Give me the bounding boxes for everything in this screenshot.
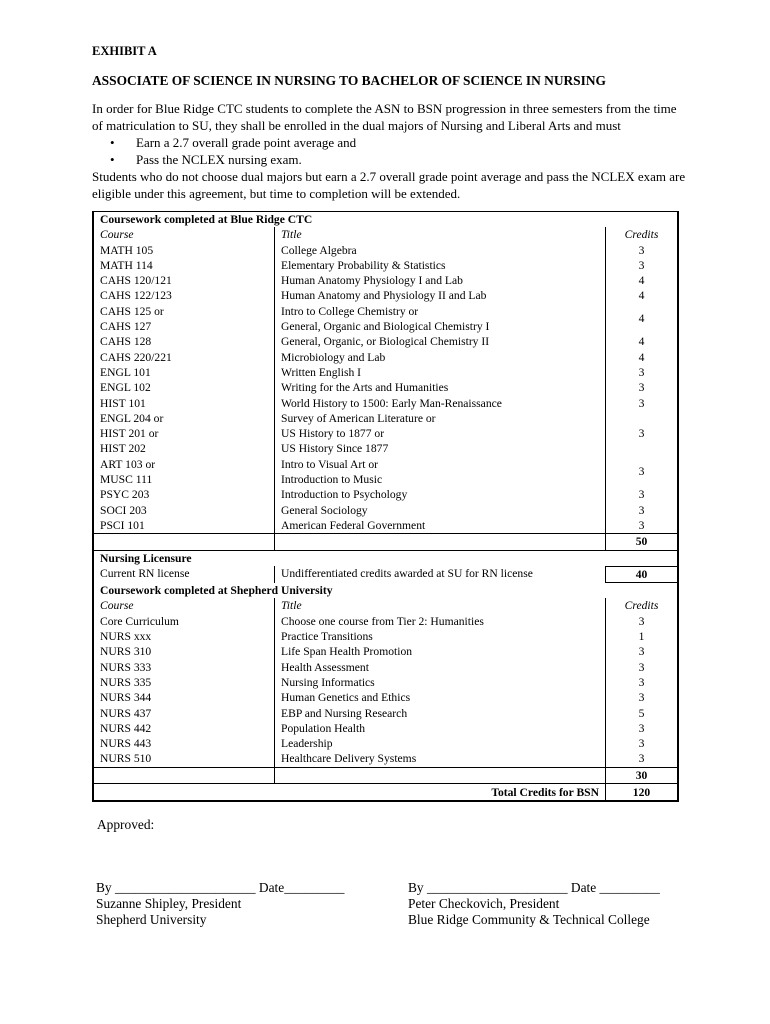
course-credits: 5 bbox=[638, 706, 645, 720]
course-code: CAHS 120/121 bbox=[93, 273, 275, 288]
course-title: Human Anatomy Physiology I and Lab bbox=[275, 273, 606, 288]
section-heading-blue-ridge bbox=[93, 212, 678, 228]
table-row bbox=[93, 334, 678, 349]
table-row bbox=[93, 518, 678, 534]
course-title: World History to 1500: Early Man-Renaissance bbox=[275, 396, 606, 411]
course-title bbox=[275, 457, 606, 488]
table-row bbox=[93, 487, 678, 502]
signer-name: Suzanne Shipley, President bbox=[96, 896, 242, 911]
course-credits: 3 bbox=[638, 427, 645, 441]
table-row bbox=[93, 365, 678, 380]
course-code: SOCI 203 bbox=[93, 503, 275, 518]
table-row bbox=[93, 350, 678, 365]
course-title-line: Intro to College Chemistry or bbox=[281, 304, 419, 318]
course-credits: 40 bbox=[606, 566, 679, 582]
course-code: CAHS 122/123 bbox=[93, 288, 275, 303]
table-row bbox=[93, 258, 678, 273]
course-code: NURS 442 bbox=[93, 721, 275, 736]
subtotal-row bbox=[93, 767, 678, 783]
course-title: American Federal Government bbox=[275, 518, 606, 534]
requirements-list bbox=[92, 134, 687, 168]
signature-block-blue-ridge bbox=[408, 880, 660, 928]
table-row bbox=[93, 243, 678, 258]
column-header-row bbox=[93, 227, 678, 242]
table-row bbox=[93, 503, 678, 518]
signer-organization: Blue Ridge Community & Technical College bbox=[408, 912, 650, 927]
course-credits: 4 bbox=[638, 289, 645, 303]
course-code: NURS 443 bbox=[93, 736, 275, 751]
course-code-line: MUSC 111 bbox=[100, 473, 153, 487]
course-title: Health Assessment bbox=[275, 660, 606, 675]
course-credits: 3 bbox=[638, 396, 645, 410]
course-credits: 3 bbox=[638, 752, 645, 766]
table-row bbox=[93, 380, 678, 395]
course-code: Current RN license bbox=[93, 566, 275, 582]
course-title: Human Anatomy and Physiology II and Lab bbox=[275, 288, 606, 303]
course-credits: 3 bbox=[638, 258, 645, 272]
course-code: NURS 335 bbox=[93, 675, 275, 690]
course-code: PSYC 203 bbox=[93, 487, 275, 502]
course-title-line: US History to 1877 or bbox=[281, 427, 385, 441]
subtotal-row bbox=[93, 534, 678, 550]
course-credits: 4 bbox=[638, 350, 645, 364]
requirement-text: Pass the NCLEX nursing exam. bbox=[136, 152, 302, 167]
column-header-credits: Credits bbox=[624, 228, 659, 242]
table-row bbox=[93, 457, 678, 488]
total-credits: 120 bbox=[606, 783, 679, 801]
course-title: Undifferentiated credits awarded at SU for RN license bbox=[275, 566, 606, 582]
course-credits: 3 bbox=[638, 675, 645, 689]
empty-cell bbox=[275, 534, 606, 550]
course-code: CAHS 128 bbox=[93, 334, 275, 349]
exhibit-label: EXHIBIT A bbox=[92, 44, 157, 58]
bullet-icon: • bbox=[110, 152, 115, 167]
coursework-table bbox=[92, 211, 679, 802]
empty-cell bbox=[275, 767, 606, 783]
signature-line: By _____________________ Date_________ bbox=[96, 880, 345, 895]
course-title-line: Intro to Visual Art or bbox=[281, 457, 378, 471]
course-title: Choose one course from Tier 2: Humanities bbox=[275, 614, 606, 629]
total-row bbox=[93, 783, 678, 801]
column-header-course: Course bbox=[93, 598, 275, 613]
course-title: Writing for the Arts and Humanities bbox=[275, 380, 606, 395]
subtotal-credits: 30 bbox=[606, 767, 679, 783]
column-header-row bbox=[93, 598, 678, 613]
course-title: General, Organic, or Biological Chemistry II bbox=[275, 334, 606, 349]
section-heading-shepherd bbox=[93, 583, 678, 599]
course-code: Core Curriculum bbox=[93, 614, 275, 629]
course-title: EBP and Nursing Research bbox=[275, 706, 606, 721]
signer-organization: Shepherd University bbox=[96, 912, 207, 927]
course-title: Nursing Informatics bbox=[275, 675, 606, 690]
subtotal-credits: 50 bbox=[606, 534, 679, 550]
course-credits: 4 bbox=[638, 274, 645, 288]
bullet-icon: • bbox=[110, 135, 115, 150]
requirement-text: Earn a 2.7 overall grade point average and bbox=[136, 135, 357, 150]
table-row bbox=[93, 304, 678, 335]
course-title-line: US History Since 1877 bbox=[281, 442, 389, 456]
course-code bbox=[93, 457, 275, 488]
course-credits: 3 bbox=[638, 660, 645, 674]
course-title: Population Health bbox=[275, 721, 606, 736]
approved-label: Approved: bbox=[97, 817, 155, 832]
table-row bbox=[93, 629, 678, 644]
empty-cell bbox=[93, 767, 275, 783]
course-title: General Sociology bbox=[275, 503, 606, 518]
table-row bbox=[93, 644, 678, 659]
course-code: NURS 510 bbox=[93, 751, 275, 767]
course-code: PSCI 101 bbox=[93, 518, 275, 534]
course-code: NURS xxx bbox=[93, 629, 275, 644]
column-header-course: Course bbox=[93, 227, 275, 242]
course-code-line: CAHS 125 or bbox=[100, 304, 164, 318]
course-title: College Algebra bbox=[275, 243, 606, 258]
table-row bbox=[93, 675, 678, 690]
course-credits: 4 bbox=[638, 312, 645, 326]
course-code: NURS 437 bbox=[93, 706, 275, 721]
course-title: Leadership bbox=[275, 736, 606, 751]
signer-name: Peter Checkovich, President bbox=[408, 896, 560, 911]
course-code-line: ART 103 or bbox=[100, 457, 156, 471]
course-code: NURS 310 bbox=[93, 644, 275, 659]
table-row bbox=[93, 273, 678, 288]
table-row bbox=[93, 706, 678, 721]
course-title-line: Introduction to Music bbox=[281, 473, 383, 487]
course-credits: 3 bbox=[638, 645, 645, 659]
course-code: ENGL 102 bbox=[93, 380, 275, 395]
course-title: Practice Transitions bbox=[275, 629, 606, 644]
course-title bbox=[275, 411, 606, 457]
course-credits: 4 bbox=[638, 335, 645, 349]
course-title bbox=[275, 304, 606, 335]
course-code: NURS 344 bbox=[93, 690, 275, 705]
intro-text bbox=[92, 100, 687, 202]
course-credits: 3 bbox=[638, 737, 645, 751]
course-title: Life Span Health Promotion bbox=[275, 644, 606, 659]
section-heading-nursing-licensure bbox=[93, 550, 678, 566]
table-row bbox=[93, 751, 678, 767]
requirement-item bbox=[110, 134, 687, 151]
section-heading-shepherd-text: Coursework completed at Shepherd University bbox=[100, 584, 333, 598]
course-title: Elementary Probability & Statistics bbox=[275, 258, 606, 273]
course-title-line: Survey of American Literature or bbox=[281, 411, 436, 425]
course-credits: 3 bbox=[638, 365, 645, 379]
course-title: Introduction to Psychology bbox=[275, 487, 606, 502]
course-title: Healthcare Delivery Systems bbox=[275, 751, 606, 767]
intro-paragraph-2: Students who do not choose dual majors but earn a 2.7 overall grade point average and pass the NCLEX exam are eligible under this agreement, but time to completion will be extended. bbox=[92, 169, 686, 201]
course-code bbox=[93, 304, 275, 335]
table-row bbox=[93, 396, 678, 411]
course-credits: 3 bbox=[638, 243, 645, 257]
document-title: ASSOCIATE OF SCIENCE IN NURSING TO BACHELOR OF SCIENCE IN NURSING bbox=[92, 73, 606, 88]
course-credits: 3 bbox=[638, 721, 645, 735]
course-credits: 3 bbox=[638, 691, 645, 705]
table-row bbox=[93, 736, 678, 751]
table-row bbox=[93, 566, 678, 582]
course-title-line: General, Organic and Biological Chemistry I bbox=[281, 320, 490, 334]
course-code: HIST 101 bbox=[93, 396, 275, 411]
column-header-credits: Credits bbox=[624, 599, 659, 613]
table-row bbox=[93, 660, 678, 675]
course-title: Human Genetics and Ethics bbox=[275, 690, 606, 705]
course-credits: 1 bbox=[638, 630, 645, 644]
course-code: CAHS 220/221 bbox=[93, 350, 275, 365]
course-code: NURS 333 bbox=[93, 660, 275, 675]
total-label: Total Credits for BSN bbox=[93, 783, 606, 801]
requirement-item bbox=[110, 151, 687, 168]
table-row bbox=[93, 614, 678, 629]
course-title: Microbiology and Lab bbox=[275, 350, 606, 365]
course-code-line: ENGL 204 or bbox=[100, 411, 164, 425]
course-code: MATH 105 bbox=[93, 243, 275, 258]
table-row bbox=[93, 288, 678, 303]
course-credits: 3 bbox=[638, 381, 645, 395]
section-heading-blue-ridge-text: Coursework completed at Blue Ridge CTC bbox=[100, 213, 313, 226]
signature-block-shepherd bbox=[96, 880, 344, 928]
course-credits: 3 bbox=[638, 465, 645, 479]
intro-paragraph-1: In order for Blue Ridge CTC students to complete the ASN to BSN progression in three semesters from the time of matriculation to SU, they shall be enrolled in the dual majors of Nursing and Liberal Arts and must bbox=[92, 101, 677, 133]
course-title: Written English I bbox=[275, 365, 606, 380]
course-code-line: HIST 201 or bbox=[100, 427, 159, 441]
course-code-line: HIST 202 bbox=[100, 442, 146, 456]
course-credits: 3 bbox=[638, 488, 645, 502]
course-code: MATH 114 bbox=[93, 258, 275, 273]
table-row bbox=[93, 690, 678, 705]
column-header-title: Title bbox=[275, 227, 606, 242]
table-row bbox=[93, 721, 678, 736]
course-credits: 3 bbox=[638, 614, 645, 628]
table-row bbox=[93, 411, 678, 457]
course-credits: 3 bbox=[638, 503, 645, 517]
empty-cell bbox=[93, 534, 275, 550]
course-code-line: CAHS 127 bbox=[100, 320, 152, 334]
column-header-title: Title bbox=[275, 598, 606, 613]
section-heading-nursing-licensure-text: Nursing Licensure bbox=[100, 551, 192, 565]
signature-line: By _____________________ Date _________ bbox=[408, 880, 660, 895]
course-credits: 3 bbox=[638, 518, 645, 532]
course-code: ENGL 101 bbox=[93, 365, 275, 380]
course-code bbox=[93, 411, 275, 457]
